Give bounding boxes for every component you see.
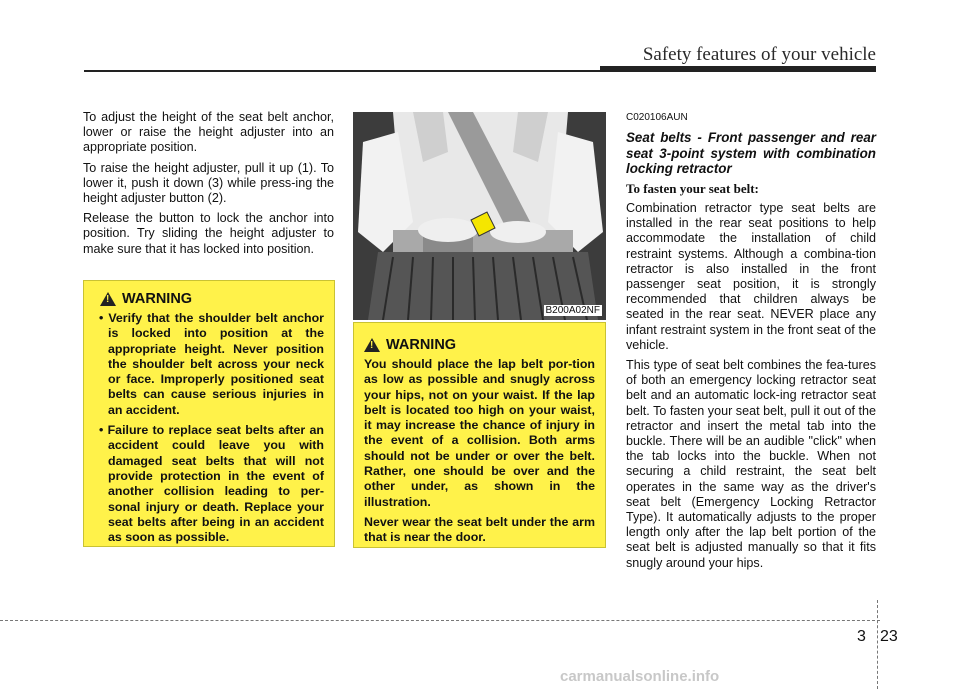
- paragraph: Release the button to lock the anchor into position. Try sliding the height adjuster to make sure that it has locked into position.: [83, 211, 334, 256]
- fasten-heading: To fasten your seat belt:: [626, 180, 759, 196]
- seat-belt-illustration: [353, 112, 606, 320]
- section-subheading: Seat belts - Front passenger and rear seat 3-point system with combination locking retractor: [626, 130, 876, 177]
- paragraph: To raise the height adjuster, pull it up (1). To lower it, push it down (3) while press-ing the height adjuster button (2).: [83, 160, 334, 206]
- warning-title: WARNING: [122, 291, 193, 307]
- section-code: C020106AUN: [626, 112, 688, 123]
- warning-item: • Verify that the shoulder belt anchor is locked into position at the appropriate height. Never position the shoulder belt across your neck or face. Improperly positioned seat belts can cause serious injuries in an accident.: [94, 311, 324, 418]
- warning-heading: [100, 291, 324, 307]
- warning-heading: [364, 337, 595, 353]
- warning-title: WARNING: [386, 337, 457, 353]
- watermark: carmanualsonline.info: [560, 668, 720, 685]
- illustration-code: B200A02NF: [545, 305, 600, 316]
- header-rule-accent: [600, 66, 876, 72]
- footer-divider: [877, 600, 878, 689]
- paragraph: This type of seat belt combines the fea-tures of both an emergency locking retractor seat belt and an automatic lock-ing retractor seat belt. To fasten your seat belt, pull it out of the retractor and insert the metal tab into the buckle. There will be an audible "click" when the tab locks into the buckle. When not securing a child restraint, the seat belt operates in the same way as the driver's seat belt (Emergency Locking Retractor Type). It automatically adjusts to the proper length only after the lap belt portion of the seat belt is adjusted manually so that it fits snugly around your hips.: [626, 357, 876, 570]
- right-column: [626, 110, 876, 576]
- seat-belt-photo-svg: [353, 112, 606, 320]
- page-header-title: Safety features of your vehicle: [642, 44, 876, 65]
- warning-paragraph: You should place the lap belt por-tion as low as possible and snugly across your hips, not on your waist. If the lap belt is located too high on your waist, it may increase the chance of injury in the event of a collision. Both arms should not be under or over the belt. Rather, one should be over and the other under, as shown in the illustration.: [364, 357, 595, 509]
- warning-box-middle: [353, 322, 606, 548]
- warning-triangle-icon: [364, 338, 380, 352]
- footer-rule: [0, 620, 880, 621]
- warning-list: [94, 311, 324, 545]
- page-number: 23: [880, 628, 898, 645]
- warning-box-left: [83, 280, 335, 547]
- paragraph: To adjust the height of the seat belt anchor, lower or raise the height adjuster into an appropriate position.: [83, 110, 334, 155]
- paragraph: Combination retractor type seat belts are installed in the rear seat positions to help accommodate the installation of child restraint systems. Although a combina-tion retractor is also installed in the front passenger seat position, it is strongly recommended that children always be seated in the rear seat. NEVER place any infant restraint system in the front seat of the vehicle.: [626, 200, 876, 352]
- warning-triangle-icon: [100, 292, 116, 306]
- warning-paragraph: Never wear the seat belt under the arm that is near the door.: [364, 514, 595, 545]
- section-number: 3: [857, 628, 866, 645]
- left-column: [83, 110, 334, 262]
- warning-item: • Failure to replace seat belts after an accident could leave you with damaged seat belts that will not provide protection in the event of another collision leading to per-sonal injury or death. Replace your seat belts after being in an accident as soon as possible.: [94, 423, 324, 545]
